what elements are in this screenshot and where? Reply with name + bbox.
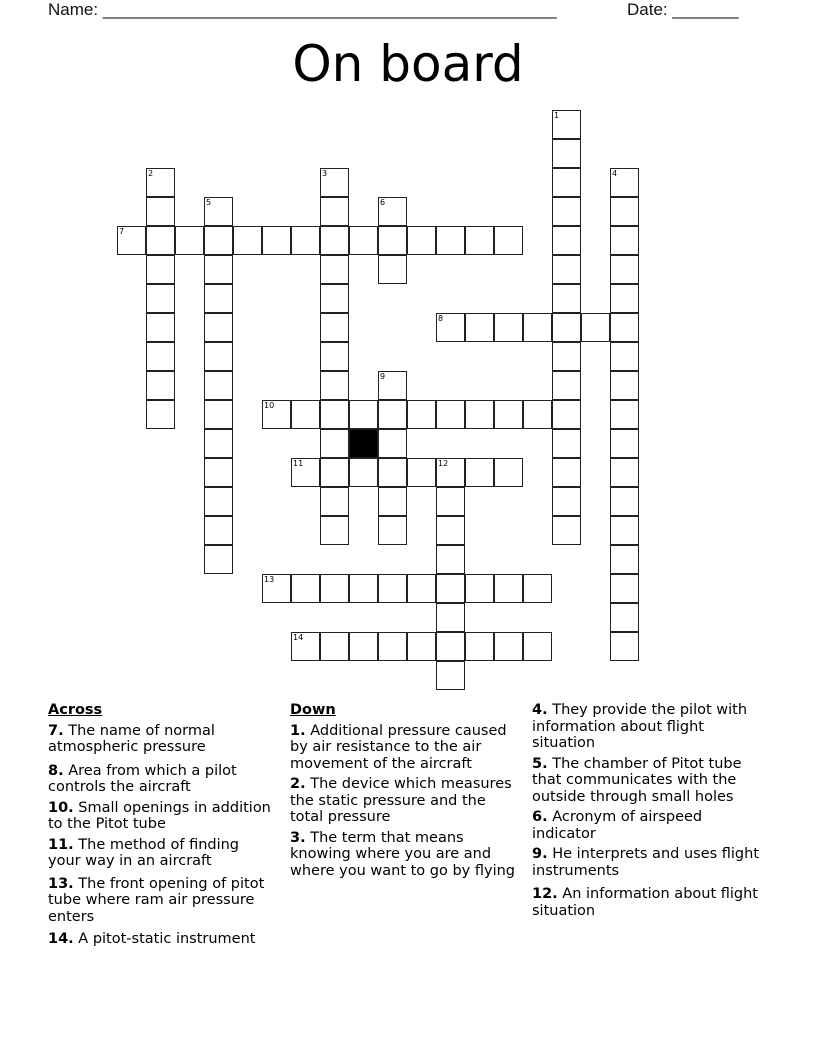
grid-cell[interactable] xyxy=(552,255,581,284)
grid-cell[interactable] xyxy=(262,400,291,429)
grid-cell[interactable] xyxy=(291,226,320,255)
clue-down-2 xyxy=(290,776,518,826)
clue-across-14 xyxy=(48,931,276,948)
grid-cell[interactable] xyxy=(610,545,639,574)
clue-down-9 xyxy=(532,846,760,879)
grid-cell[interactable] xyxy=(407,458,436,487)
grid-cell[interactable] xyxy=(378,632,407,661)
grid-cell[interactable] xyxy=(233,226,262,255)
grid-cell[interactable] xyxy=(436,545,465,574)
grid-cell[interactable] xyxy=(204,516,233,545)
grid-cell[interactable] xyxy=(117,226,146,255)
grid-cell[interactable] xyxy=(204,226,233,255)
clue-number: 13. xyxy=(48,875,74,892)
grid-cell[interactable] xyxy=(436,603,465,632)
grid-cell[interactable] xyxy=(610,603,639,632)
clue-down-3 xyxy=(290,830,518,880)
grid-cell[interactable] xyxy=(378,371,407,400)
clue-across-10 xyxy=(48,800,276,833)
grid-cell[interactable] xyxy=(552,487,581,516)
clue-text: The device which measures the static pressure and the total pressure xyxy=(290,776,512,825)
clue-text: The front opening of pitot tube where ram air pressure enters xyxy=(48,875,265,925)
grid-cell[interactable] xyxy=(378,429,407,458)
grid-cell[interactable] xyxy=(436,458,465,487)
grid-cell[interactable] xyxy=(436,313,465,342)
grid-cell[interactable] xyxy=(204,313,233,342)
cell-number: 8 xyxy=(438,314,444,323)
clue-down-6 xyxy=(532,809,760,842)
grid-cell[interactable] xyxy=(610,226,639,255)
grid-cell[interactable] xyxy=(349,400,378,429)
grid-cell[interactable] xyxy=(581,313,610,342)
grid-cell[interactable] xyxy=(552,110,581,139)
grid-cell[interactable] xyxy=(436,400,465,429)
grid-cell[interactable] xyxy=(320,632,349,661)
across-clues xyxy=(48,702,276,952)
grid-cell[interactable] xyxy=(610,255,639,284)
cell-number: 5 xyxy=(206,198,212,207)
grid-cell[interactable] xyxy=(552,342,581,371)
grid-cell[interactable] xyxy=(436,226,465,255)
grid-cell[interactable] xyxy=(291,458,320,487)
grid-cell[interactable] xyxy=(552,226,581,255)
grid-cell[interactable] xyxy=(320,458,349,487)
grid-cell[interactable] xyxy=(349,574,378,603)
clue-across-13 xyxy=(48,876,276,926)
grid-cell[interactable] xyxy=(146,226,175,255)
grid-cell[interactable] xyxy=(552,313,581,342)
grid-cell[interactable] xyxy=(610,487,639,516)
grid-cell[interactable] xyxy=(146,400,175,429)
grid-cell[interactable] xyxy=(610,516,639,545)
clue-text: They provide the pilot with information about flight situation xyxy=(532,702,748,751)
grid-cell[interactable] xyxy=(204,255,233,284)
grid-cell[interactable] xyxy=(291,400,320,429)
clue-number: 7. xyxy=(48,722,64,739)
clue-text: The name of normal atmospheric pressure xyxy=(48,722,215,755)
grid-cell[interactable] xyxy=(523,632,552,661)
page-title: On board xyxy=(292,35,524,93)
grid-cell[interactable] xyxy=(436,487,465,516)
grid-cell[interactable] xyxy=(146,284,175,313)
grid-cell[interactable] xyxy=(204,342,233,371)
black-square xyxy=(349,429,378,458)
cell-number: 7 xyxy=(119,227,125,236)
grid-cell[interactable] xyxy=(320,342,349,371)
grid-cell[interactable] xyxy=(552,197,581,226)
grid-cell[interactable] xyxy=(320,284,349,313)
grid-cell[interactable] xyxy=(494,574,523,603)
grid-cell[interactable] xyxy=(494,313,523,342)
clue-number: 5. xyxy=(532,755,548,772)
grid-cell[interactable] xyxy=(320,197,349,226)
grid-cell[interactable] xyxy=(378,197,407,226)
grid-cell[interactable] xyxy=(378,255,407,284)
grid-cell[interactable] xyxy=(320,400,349,429)
grid-cell[interactable] xyxy=(262,226,291,255)
grid-cell[interactable] xyxy=(146,255,175,284)
clue-number: 11. xyxy=(48,836,74,853)
grid-cell[interactable] xyxy=(436,574,465,603)
cell-number: 1 xyxy=(554,111,560,120)
grid-cell[interactable] xyxy=(552,400,581,429)
clue-number: 3. xyxy=(290,829,306,846)
grid-cell[interactable] xyxy=(552,371,581,400)
grid-cell[interactable] xyxy=(465,458,494,487)
clue-text: He interprets and uses flight instruments xyxy=(532,846,760,879)
grid-cell[interactable] xyxy=(291,632,320,661)
grid-cell[interactable] xyxy=(610,458,639,487)
grid-cell[interactable] xyxy=(552,429,581,458)
clue-across-7 xyxy=(48,723,276,756)
grid-cell[interactable] xyxy=(436,516,465,545)
grid-cell[interactable] xyxy=(610,342,639,371)
grid-cell[interactable] xyxy=(465,632,494,661)
grid-cell[interactable] xyxy=(146,313,175,342)
grid-cell[interactable] xyxy=(494,400,523,429)
grid-cell[interactable] xyxy=(204,371,233,400)
grid-cell[interactable] xyxy=(552,168,581,197)
grid-cell[interactable] xyxy=(349,632,378,661)
grid-cell[interactable] xyxy=(378,574,407,603)
grid-cell[interactable] xyxy=(320,487,349,516)
grid-cell[interactable] xyxy=(610,429,639,458)
grid-cell[interactable] xyxy=(349,458,378,487)
grid-cell[interactable] xyxy=(146,342,175,371)
cell-number: 14 xyxy=(293,633,304,642)
grid-cell[interactable] xyxy=(552,458,581,487)
clue-number: 12. xyxy=(532,886,558,902)
grid-cell[interactable] xyxy=(523,574,552,603)
cell-number: 4 xyxy=(612,169,618,178)
grid-cell[interactable] xyxy=(523,313,552,342)
clue-number: 10. xyxy=(48,799,74,816)
clue-number: 2. xyxy=(290,776,306,792)
grid-cell[interactable] xyxy=(320,429,349,458)
clue-text: The method of finding your way in an aircraft xyxy=(48,836,240,869)
clue-text: Additional pressure caused by air resistance to the air movement of the aircraft xyxy=(290,722,507,772)
grid-cell[interactable] xyxy=(610,313,639,342)
grid-cell[interactable] xyxy=(204,400,233,429)
grid-cell[interactable] xyxy=(146,197,175,226)
grid-cell[interactable] xyxy=(407,400,436,429)
clue-across-11 xyxy=(48,837,276,870)
grid-cell[interactable] xyxy=(378,226,407,255)
grid-cell[interactable] xyxy=(204,545,233,574)
grid-cell[interactable] xyxy=(378,516,407,545)
clue-text: The chamber of Pitot tube that communicates with the outside through small holes xyxy=(532,755,742,805)
grid-cell[interactable] xyxy=(610,400,639,429)
grid-cell[interactable] xyxy=(175,226,204,255)
cell-number: 2 xyxy=(148,169,154,178)
grid-cell[interactable] xyxy=(204,429,233,458)
clue-number: 1. xyxy=(290,722,306,739)
clue-text: The term that means knowing where you are and where you want to go by flying xyxy=(290,829,516,879)
grid-cell[interactable] xyxy=(610,197,639,226)
name-field[interactable]: Name: ________________________________________________ xyxy=(48,0,557,19)
grid-cell[interactable] xyxy=(610,168,639,197)
grid-cell[interactable] xyxy=(349,226,378,255)
cell-number: 11 xyxy=(293,459,304,468)
cell-number: 9 xyxy=(380,372,386,381)
across-heading: Across xyxy=(48,702,103,718)
grid-cell[interactable] xyxy=(378,458,407,487)
grid-cell[interactable] xyxy=(610,632,639,661)
grid-cell[interactable] xyxy=(320,255,349,284)
clue-number: 4. xyxy=(532,702,548,718)
grid-cell[interactable] xyxy=(204,487,233,516)
clue-down-4 xyxy=(532,702,760,752)
grid-cell[interactable] xyxy=(552,284,581,313)
clue-text: An information about flight situation xyxy=(532,886,758,919)
grid-cell[interactable] xyxy=(320,313,349,342)
grid-cell[interactable] xyxy=(262,574,291,603)
grid-cell[interactable] xyxy=(320,226,349,255)
grid-cell[interactable] xyxy=(610,284,639,313)
grid-cell[interactable] xyxy=(494,226,523,255)
clue-number: 6. xyxy=(532,809,548,825)
grid-cell[interactable] xyxy=(407,632,436,661)
grid-cell[interactable] xyxy=(552,516,581,545)
grid-cell[interactable] xyxy=(320,574,349,603)
down-clues-continued xyxy=(532,702,760,923)
clue-down-12 xyxy=(532,886,760,919)
grid-cell[interactable] xyxy=(146,371,175,400)
grid-cell[interactable] xyxy=(291,574,320,603)
grid-cell[interactable] xyxy=(436,661,465,690)
date-field[interactable]: Date: _______ xyxy=(627,0,739,19)
clue-number: 8. xyxy=(48,762,64,779)
cell-number: 6 xyxy=(380,198,386,207)
grid-cell[interactable] xyxy=(523,400,552,429)
clue-text: Area from which a pilot controls the aircraft xyxy=(48,762,237,795)
grid-cell[interactable] xyxy=(204,458,233,487)
grid-cell[interactable] xyxy=(610,574,639,603)
clue-text: Small openings in addition to the Pitot tube xyxy=(48,799,271,832)
grid-cell[interactable] xyxy=(494,632,523,661)
clue-number: 14. xyxy=(48,931,74,947)
grid-cell[interactable] xyxy=(378,487,407,516)
down-heading: Down xyxy=(290,702,336,718)
grid-cell[interactable] xyxy=(436,632,465,661)
clue-down-5 xyxy=(532,756,760,806)
clue-across-8 xyxy=(48,763,276,796)
cell-number: 13 xyxy=(264,575,275,584)
grid-cell[interactable] xyxy=(146,168,175,197)
grid-cell[interactable] xyxy=(494,458,523,487)
grid-cell[interactable] xyxy=(407,226,436,255)
grid-cell[interactable] xyxy=(378,400,407,429)
clue-text: A pitot-static instrument xyxy=(78,931,256,947)
grid-cell[interactable] xyxy=(320,168,349,197)
cell-number: 10 xyxy=(264,401,275,410)
grid-cell[interactable] xyxy=(204,197,233,226)
cell-number: 12 xyxy=(438,459,449,468)
down-clues xyxy=(290,702,518,883)
clue-number: 9. xyxy=(532,846,548,862)
grid-cell[interactable] xyxy=(407,574,436,603)
cell-number: 3 xyxy=(322,169,328,178)
grid-cell[interactable] xyxy=(204,284,233,313)
grid-cell[interactable] xyxy=(465,574,494,603)
grid-cell[interactable] xyxy=(320,371,349,400)
grid-cell[interactable] xyxy=(320,516,349,545)
grid-cell[interactable] xyxy=(552,139,581,168)
grid-cell[interactable] xyxy=(465,400,494,429)
grid-cell[interactable] xyxy=(610,371,639,400)
clue-text: Acronym of airspeed indicator xyxy=(532,809,703,842)
grid-cell[interactable] xyxy=(465,226,494,255)
clue-down-1 xyxy=(290,723,518,773)
grid-cell[interactable] xyxy=(465,313,494,342)
